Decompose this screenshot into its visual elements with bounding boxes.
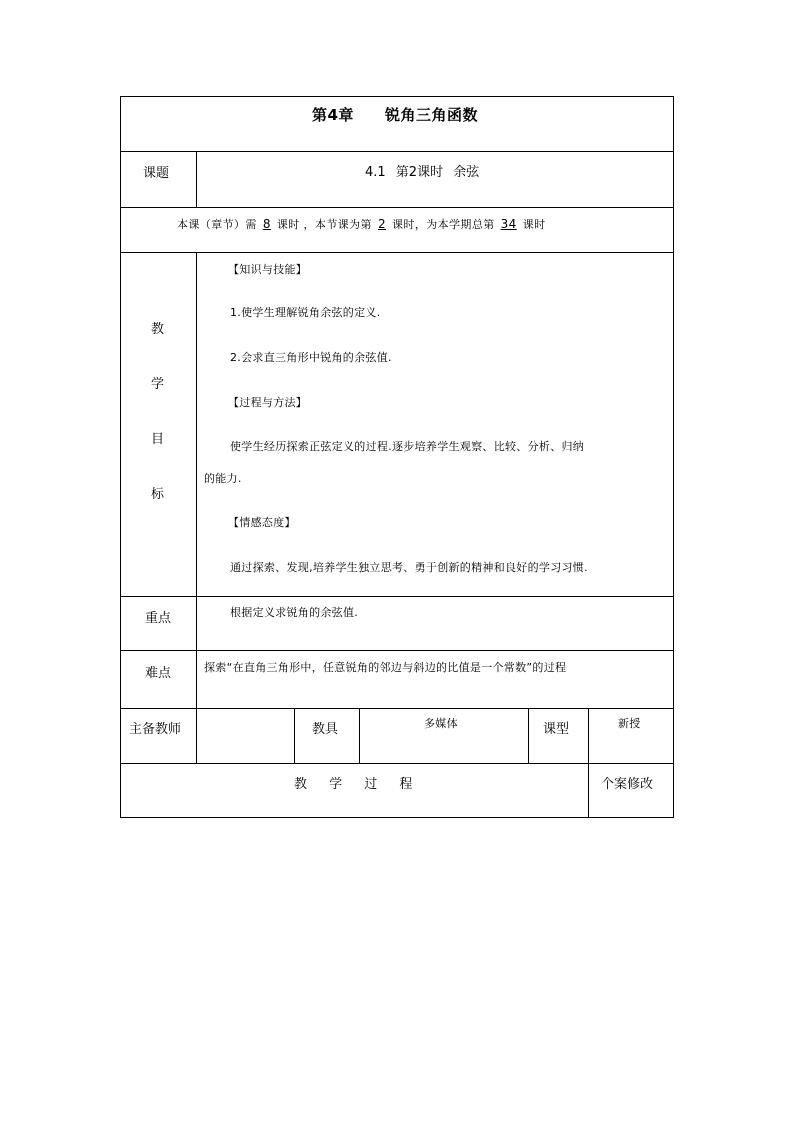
topic-label: 课题	[143, 166, 170, 181]
knowledge-item-1: 1.使学生理解锐角余弦的定义.	[230, 306, 381, 319]
hours-prefix: 本课（章节）需	[177, 218, 257, 231]
objectives-label-char-1: 教	[151, 322, 165, 337]
key-point-text: 根据定义求锐角的余弦值.	[230, 606, 359, 619]
knowledge-item-2: 2.会求直三角形中锐角的余弦值.	[230, 351, 392, 364]
process-text-line-2: 的能力.	[204, 472, 242, 485]
type-value: 新授	[618, 717, 641, 730]
teacher-label: 主备教师	[129, 722, 182, 737]
tools-label: 教具	[312, 722, 339, 737]
tools-value: 多媒体	[424, 717, 458, 730]
key-point-label: 重点	[145, 611, 172, 626]
process-text-line-1: 使学生经历探索正弦定义的过程.逐步培养学生观察、比较、分析、归纳	[230, 440, 585, 453]
hours-line	[177, 217, 546, 232]
process-label: 教 学 过 程	[294, 777, 413, 792]
hours-suffix: 课时	[522, 218, 546, 231]
difficulty-label: 难点	[145, 666, 172, 681]
chapter-number: 第4章	[312, 106, 354, 124]
difficulty-text: 探索“在直角三角形中，任意锐角的邻边与斜边的比值是一个常数”的过程	[204, 661, 567, 674]
attitude-text: 通过探索、发现,培养学生独立思考、勇于创新的精神和良好的学习习惯.	[230, 561, 588, 574]
process-heading: 【过程与方法】	[228, 396, 308, 409]
hours-mid1: 课时 ，本节课为第	[276, 218, 372, 231]
type-label: 课型	[543, 722, 570, 737]
chapter-title: 锐角三角函数	[385, 106, 479, 124]
semester-lesson-number: 34	[500, 217, 517, 231]
lesson-number: 2	[377, 217, 387, 231]
objectives-label-char-2: 学	[151, 377, 165, 392]
hours-mid2: 课时，为本学期总第	[392, 218, 495, 231]
topic-value: 4.1 第2课时 余弦	[365, 165, 480, 180]
attitude-heading: 【情感态度】	[228, 516, 296, 529]
objectives-label-char-4: 标	[151, 487, 165, 502]
knowledge-heading: 【知识与技能】	[228, 263, 308, 276]
objectives-label-char-3: 目	[151, 432, 165, 447]
table-border	[121, 97, 674, 818]
total-chapter-hours: 8	[262, 217, 271, 231]
revise-label: 个案修改	[601, 777, 654, 792]
